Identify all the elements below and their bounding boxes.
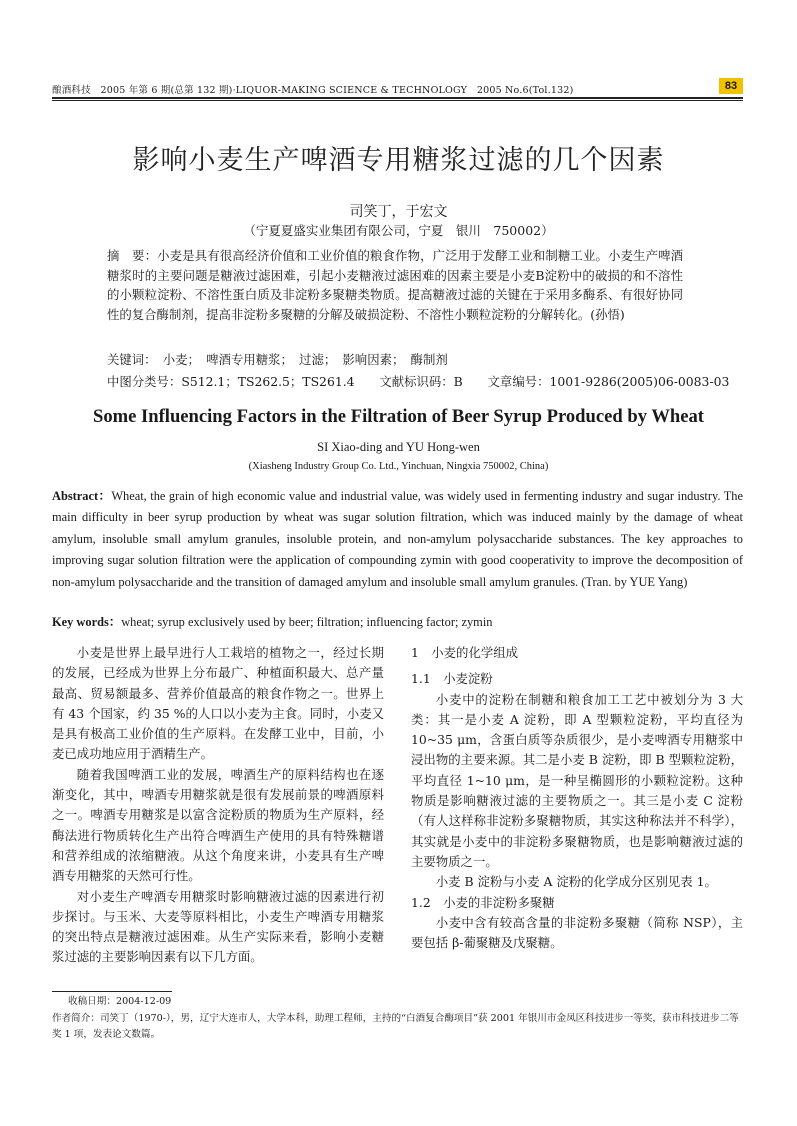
- chinese-abstract-text: 小麦是具有很高经济价值和工业价值的粮食作物，广泛用于发酵工业和制糖工业。小麦生产啤酒糖浆时的主要问题是糖液过滤困难，引起小麦糖液过滤困难的因素主要是小麦B淀粉中的破损的和不溶性的小颗粒淀粉、不溶性蛋白质及非淀粉多聚糖类物质。提高糖液过滤的关键在于采用多酶系、有很好协同性的复合酶制剂，提高非淀粉多聚糖的分解及破损淀粉、不溶性小颗粒淀粉的分解转化。(孙悟): [107, 248, 684, 322]
- body-left-column: [52, 643, 384, 968]
- header-rule: [52, 97, 743, 99]
- chinese-keywords: [107, 350, 683, 370]
- subsection-heading: 1.1 小麦淀粉: [411, 671, 493, 687]
- header-rule-thin: [52, 100, 743, 101]
- english-title: Some Influencing Factors in the Filtration of Beer Syrup Produced by Wheat: [92, 406, 704, 427]
- english-keywords: [52, 612, 743, 630]
- body-paragraph: 对小麦生产啤酒专用糖浆时影响糖液过滤的因素进行初步探讨。与玉米、大麦等原料相比，小麦生产啤酒专用糖浆的突出特点是糖液过滤困难。从生产实际来看，影响小麦糖浆过滤的主要影响因素有以下几方面。: [52, 888, 384, 965]
- received-date: 收稿日期：2004-12-09: [68, 996, 172, 1007]
- body-right-column: [411, 643, 743, 953]
- body-paragraph: 随着我国啤酒工业的发展，啤酒生产的原料结构也在逐渐变化，其中，啤酒专用糖浆就是很有发展前景的啤酒原料之一。啤酒专用糖浆是以富含淀粉质的物质为生产原料，经酶法进行物质转化生产出符合啤酒生产使用的具有特殊糖谱和营养组成的浓缩糖液。从这个角度来讲，小麦具有生产啤酒专用糖浆的天然可行性。: [52, 766, 384, 884]
- footnote-rule: [52, 991, 172, 992]
- english-keywords-label: Key words：: [52, 615, 122, 629]
- subsection-heading: 1.2 小麦的非淀粉多聚糖: [411, 894, 555, 910]
- section-heading: 1 小麦的化学组成: [411, 645, 519, 660]
- body-paragraph: 小麦 B 淀粉与小麦 A 淀粉的化学成分区别见表 1。: [435, 874, 717, 890]
- chinese-keywords-label: 关键词：: [107, 352, 151, 367]
- chinese-title: 影响小麦生产啤酒专用糖浆过滤的几个因素: [132, 145, 665, 176]
- english-abstract: [52, 486, 743, 593]
- page-number-badge: 83: [719, 78, 743, 94]
- chinese-affiliation: （宁夏夏盛实业集团有限公司，宁夏 银川 750002）: [243, 223, 554, 238]
- body-paragraph: 小麦中的淀粉在制糖和粮食加工工艺中被划分为 3 大类：其一是小麦 A 淀粉，即 A 型颗粒淀粉，平均直径为 10~35 μm，含蛋白质等杂质很少，是小麦啤酒专用糖浆中浸出物的主要来源。其二是小麦 B 淀粉，即 B 型颗粒淀粉，平均直径 1~10 μm，是一种呈椭圆形的小颗粒淀粉。这种物质是影响糖液过滤的主要物质之一。其三是小麦 C 淀粉（有人这样称非淀粉多聚糖物质，其实这种称法并不科学），其实就是小麦中的非淀粉多聚糖物质，也是影响糖液过滤的主要物质之一。: [411, 691, 743, 869]
- body-paragraph: 小麦中含有较高含量的非淀粉多聚糖（简称 NSP），主要包括 β-葡聚糖及戊聚糖。: [411, 914, 743, 951]
- english-keywords-text: wheat; syrup exclusively used by beer; filtration; influencing factor; zymin: [121, 615, 493, 629]
- chinese-authors: 司笑丁，于宏文: [349, 204, 448, 220]
- body-paragraph: 小麦是世界上最早进行人工栽培的植物之一，经过长期的发展，已经成为世界上分布最广、种植面积最大、总产量最高、贸易额最多、营养价值最高的粮食作物之一。世界上有 43 个国家，约 35 %的人口以小麦为主食。同时，小麦又是具有极高工业价值的生产原料。在发酵工业中，目前，小麦已成功地应用于酒精生产。: [52, 645, 384, 762]
- author-bio: 作者简介：司笑丁（1970-），男，辽宁大连市人，大学本科，助理工程师，主持的“白酒复合酶项目”获 2001 年银川市金凤区科技进步一等奖，获市科技进步二等奖 1 项，发表论文数篇。: [52, 1012, 739, 1040]
- english-affiliation: (Xiasheng Industry Group Co. Ltd., Yinchuan, Ningxia 750002, China): [248, 461, 549, 472]
- chinese-abstract-label: 摘 要：: [107, 248, 158, 263]
- english-abstract-text: Wheat, the grain of high economic value and industrial value, was widely used in fermenting industry and sugar industry. The main difficulty in beer syrup production by wheat was sugar solution filtration, which was induced mainly by the damage of wheat amylum, insoluble small amylum granules, insoluble protein, and non-amylum polysaccharide substances. The key approaches to improving sugar solution filtration were the application of compounding zymin with good cooperativity to improve the decomposition of non-amylum polysaccharide and the transition of damaged amylum and insoluble small amylum granules. (Tran. by YUE Yang): [52, 489, 743, 589]
- footnote: [52, 994, 743, 1044]
- chinese-keywords-text: 小麦； 啤酒专用糖浆； 过滤； 影响因素； 酶制剂: [162, 352, 448, 367]
- chinese-abstract: [107, 246, 683, 324]
- classification-line: 中图分类号：S512.1；TS262.5；TS261.4 文献标识码：B 文章编号：1001-9286(2005)06-0083-03: [107, 374, 730, 389]
- english-authors: SI Xiao-ding and YU Hong-wen: [317, 440, 480, 454]
- running-head: 酿酒科技 2005 年第 6 期(总第 132 期)·LIQUOR-MAKING SCIENCE & TECHNOLOGY 2005 No.6(Tol.132): [52, 85, 574, 96]
- english-abstract-label: Abstract：: [52, 489, 112, 503]
